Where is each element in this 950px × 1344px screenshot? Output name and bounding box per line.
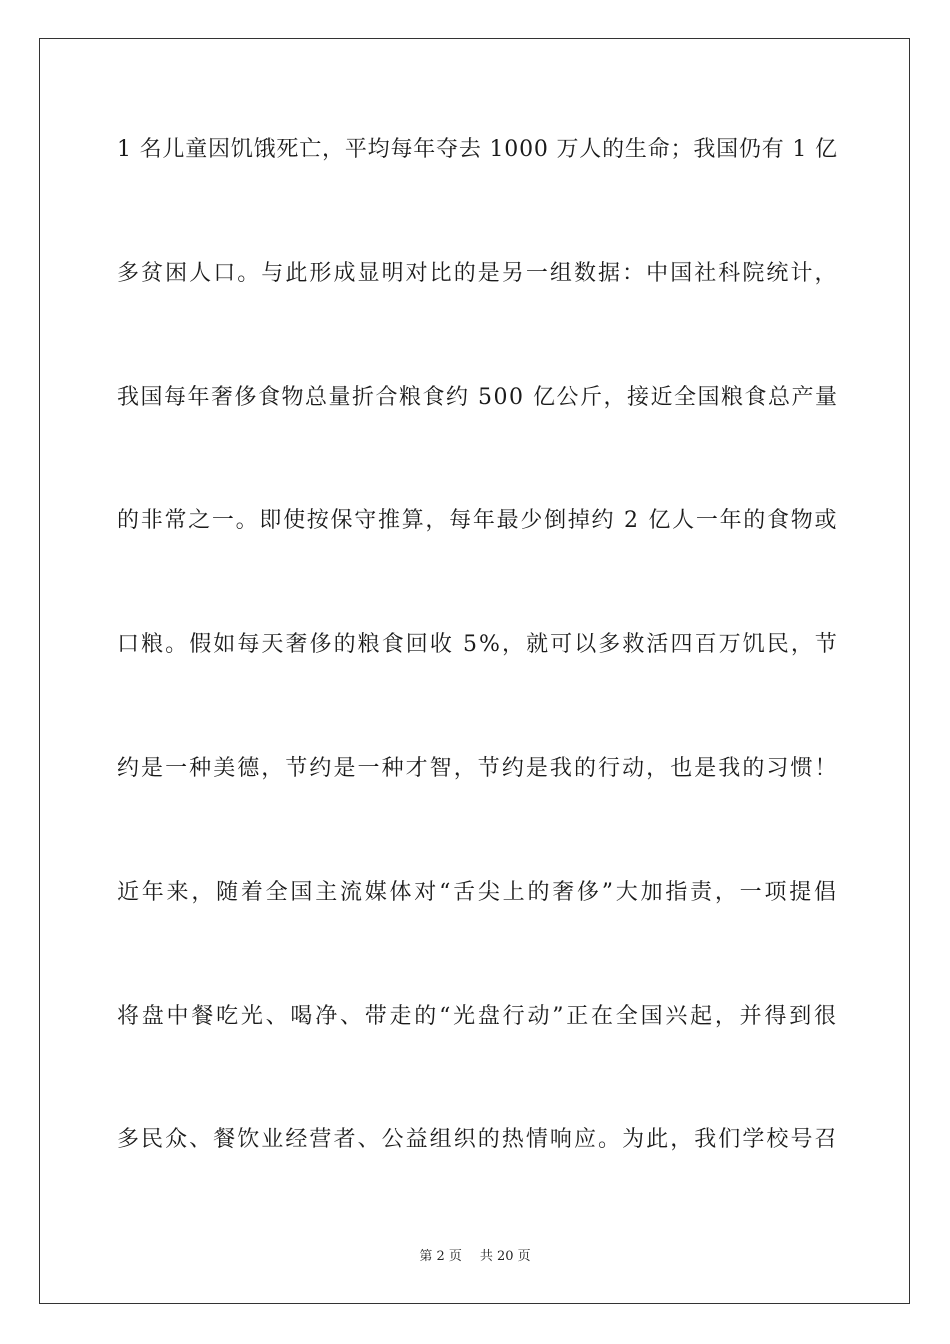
text-line: 我国每年奢侈食物总量折合粮食约 500 亿公斤，接近全国粮食总产量 xyxy=(117,384,839,410)
page-total: 共 20 页 xyxy=(479,1249,531,1264)
text-line: 约是一种美德，节约是一种才智，节约是我的行动，也是我的习惯！ xyxy=(117,755,839,781)
text-line: 1 名儿童因饥饿死亡，平均每年夺去 1000 万人的生命；我国仍有 1 亿 xyxy=(117,137,838,162)
text-line: 近年来，随着全国主流媒体对“舌尖上的奢侈”大加指责，一项提倡 xyxy=(117,879,839,905)
text-line: 将盘中餐吃光、喝净、带走的“光盘行动”正在全国兴起，并得到很 xyxy=(117,1003,839,1029)
document-body xyxy=(117,126,837,1240)
text-line: 的非常之一。即使按保守推算，每年最少倒掉约 2 亿人一年的食物或 xyxy=(117,508,839,534)
text-line: 多民众、餐饮业经营者、公益组织的热情响应。为此，我们学校号召 xyxy=(117,1127,839,1153)
page-number: 第 2 页 xyxy=(419,1249,462,1264)
text-line: 多贫困人口。与此形成显明对比的是另一组数据：中国社科院统计， xyxy=(117,260,839,286)
page-footer xyxy=(0,1245,950,1264)
text-line: 口粮。假如每天奢侈的粮食回收 5%，就可以多救活四百万饥民，节 xyxy=(117,632,839,658)
